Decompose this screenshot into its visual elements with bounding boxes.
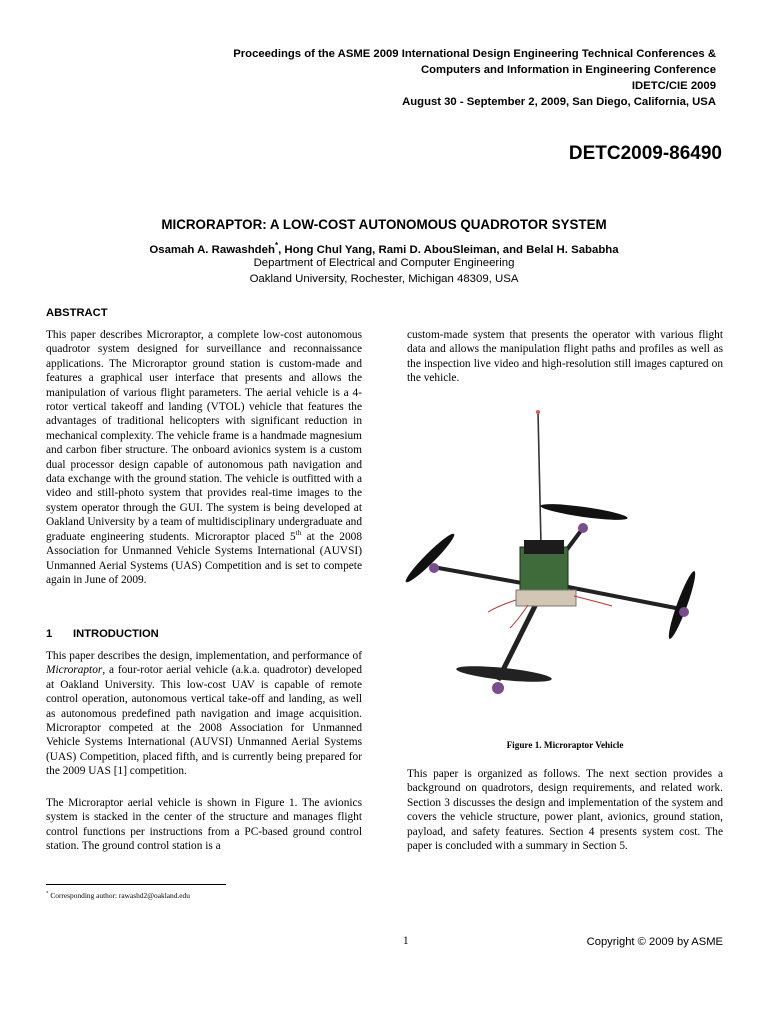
quadrotor-illustration xyxy=(402,410,699,694)
corresponding-author-mark: * xyxy=(274,241,279,250)
co-authors: , Hong Chul Yang, Rami D. AbouSleiman, and Belal H. Sababha xyxy=(278,243,619,256)
department: Department of Electrical and Computer Engineering xyxy=(253,257,515,269)
introduction-paragraph-1 xyxy=(46,649,362,779)
avionics-frame xyxy=(516,590,576,606)
right-boom xyxy=(558,585,686,610)
footnote-divider xyxy=(46,884,226,885)
microraptor-vehicle-photo xyxy=(398,400,708,725)
proceedings-line-2: Computers and Information in Engineering Conference xyxy=(421,64,716,76)
author-list xyxy=(0,241,768,256)
proceedings-line-1: Proceedings of the ASME 2009 International Design Engineering Technical Conferences & xyxy=(233,48,716,60)
abstract-text-main: This paper describes Microraptor, a complete low-cost autonomous quadrotor system designed for surveillance and reconnaissance applications. The Microraptor ground station is custom-made and features a graphical user interface that presents and allows the manipulation of various flight parameters. The aerial vehicle is a 4-rotor vertical takeoff and landing (VTOL) vehicle that features the advantages of traditional helicopters with significant reduction in mechanical complexity. The vehicle frame is a handmade magnesium and carbon fiber structure. The onboard avionics system is a custom dual processor design capable of autonomous path navigation and data exchange with the ground station. The vehicle is outfitted with a video and still-photo system that provides real-time images to the system operator through the GUI. The system is being developed at Oakland University by a team of multidisciplinary undergraduate and graduate engineering students. Microraptor placed 5 xyxy=(46,329,362,543)
footnote-mark: * xyxy=(46,891,49,897)
rotor-left xyxy=(402,530,457,585)
copyright-notice: Copyright © 2009 by ASME xyxy=(586,936,723,948)
avionics-top-board xyxy=(524,540,564,554)
antenna-tip xyxy=(536,410,540,414)
section-number: 1 xyxy=(46,628,53,640)
abstract-text-end: at the 2008 Association for Unmanned Vehicle Systems International (AUVSI) Unmanned Aerial Systems (UAS) Competition and is set to compete again in June of 2009. xyxy=(46,530,362,586)
page-number: 1 xyxy=(403,935,409,947)
motor-front xyxy=(492,682,504,694)
right-column-paragraph-2: This paper is organized as follows. The next section provides a background on quadrotors, design requirements, and related work. Section 3 discusses the design and implementation of the system and covers the vehicle structure, power plant, avionics, ground station, payload, and safety features. Section 4 presents system cost. The paper is concluded with a summary in Section 5. xyxy=(407,768,723,853)
introduction-heading xyxy=(46,628,159,640)
proceedings-line-3: IDETC/CIE 2009 xyxy=(631,80,716,92)
motor-right xyxy=(679,607,689,617)
ordinal-suffix: th xyxy=(295,528,302,537)
antenna xyxy=(538,412,541,545)
figure-caption: Figure 1. Microraptor Vehicle xyxy=(506,740,624,750)
intro-text-start: This paper describes the design, implementation, and performance of xyxy=(46,650,362,662)
rotor-rear xyxy=(540,501,629,523)
footnote-text: Corresponding author: rawashd2@oakland.edu xyxy=(48,891,190,900)
right-column-paragraph-1: custom-made system that presents the operator with various flight data and allows the manipulation flight paths and profiles as well as the inspection live video and high-resolution still images captured on the vehicle. xyxy=(407,329,723,385)
introduction-paragraph-2: The Microraptor aerial vehicle is shown in Figure 1. The avionics system is stacked in the center of the structure and manages flight control functions per instructions from a PC-based ground control station. The ground control station is a xyxy=(46,797,362,853)
lead-author: Osamah A. Rawashdeh xyxy=(149,243,275,256)
proceedings-line-4: August 30 - September 2, 2009, San Diego, California, USA xyxy=(402,96,716,108)
footnote xyxy=(46,891,190,900)
section-title: INTRODUCTION xyxy=(73,628,159,640)
abstract-text xyxy=(46,328,362,587)
proceedings-header xyxy=(76,46,716,110)
motor-rear xyxy=(578,523,588,533)
paper-id: DETC2009-86490 xyxy=(568,143,722,164)
motor-left xyxy=(429,563,439,573)
abstract-heading: ABSTRACT xyxy=(46,307,108,319)
intro-text-rest: , a four-rotor aerial vehicle (a.k.a. quadrotor) developed at Oakland University. This low-cost UAV is capable of remote control operation, autonomous vertical take-off and landing, as well as autonomous predefined path navigation and image acquisition. Microraptor competed at the 2008 Association for Unmanned Vehicle Systems International (AUVSI) Unmanned Aerial Systems (UAS) Competition, placed fifth, and is currently being prepared for the 2009 UAS [1] competition. xyxy=(46,664,362,778)
paper-title: MICRORAPTOR: A LOW-COST AUTONOMOUS QUADROTOR SYSTEM xyxy=(161,217,607,232)
vehicle-name-italic: Microraptor xyxy=(46,664,103,677)
university: Oakland University, Rochester, Michigan 48309, USA xyxy=(249,273,519,285)
left-boom xyxy=(433,567,533,585)
